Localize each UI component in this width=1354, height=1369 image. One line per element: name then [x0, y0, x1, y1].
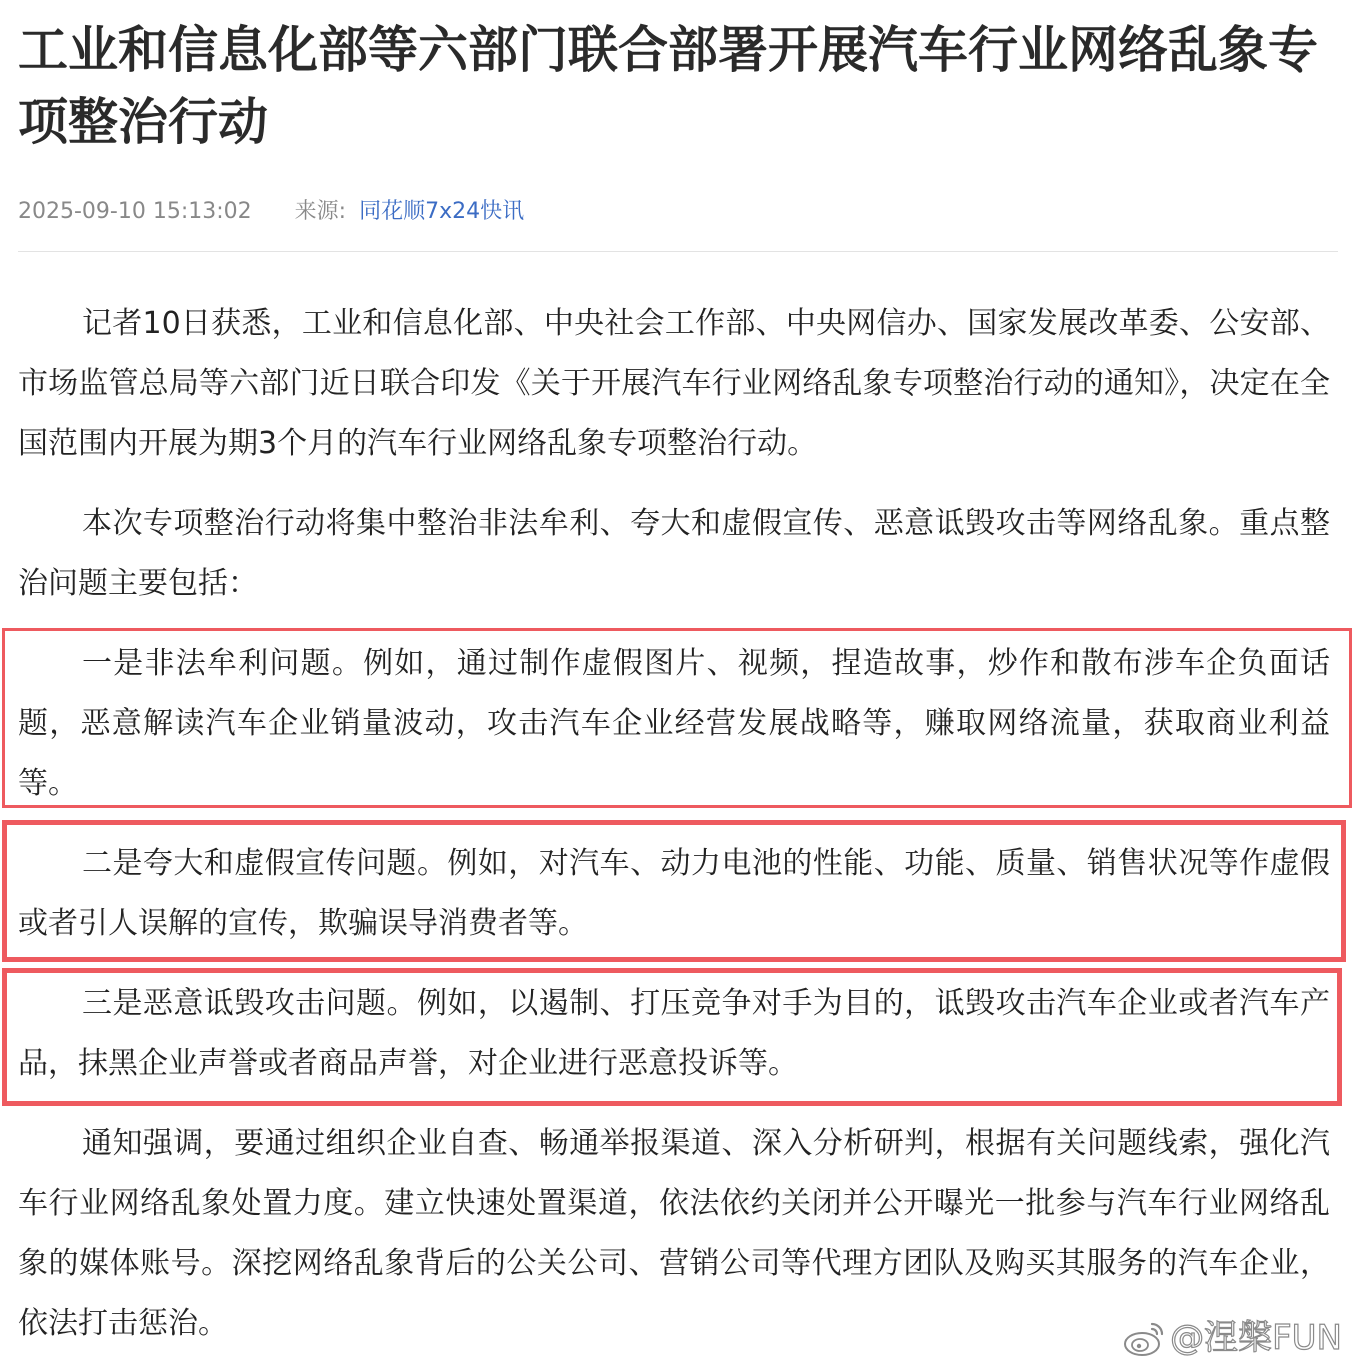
paragraph-illegal-profit: 一是非法牟利问题。例如，通过制作虚假图片、视频，捏造故事，炒作和散布涉车企负面话题，恶意解读汽车企业销量波动，攻击汽车企业经营发展战略等，赚取网络流量，获取商业利益等。 — [18, 646, 1330, 801]
paragraph-malicious-attack: 三是恶意诋毁攻击问题。例如，以遏制、打压竞争对手为目的，诋毁攻击汽车企业或者汽车产品，抹黑企业声誉或者商品声誉，对企业进行恶意投诉等。 — [18, 986, 1330, 1081]
source-link[interactable]: 同花顺7x24快讯 — [359, 199, 525, 224]
paragraph-intro: 记者10日获悉，工业和信息化部、中央社会工作部、中央网信办、国家发展改革委、公安部、市场监管总局等六部门近日联合印发《关于开展汽车行业网络乱象专项整治行动的通知》，决定在全国范围内开展为期3个月的汽车行业网络乱象专项整治行动。 — [18, 306, 1330, 461]
watermark-text: @涅槃FUN — [1170, 1318, 1342, 1358]
meta-divider — [18, 251, 1338, 252]
article-meta — [18, 196, 524, 228]
paragraph-false-advertising: 二是夸大和虚假宣传问题。例如，对汽车、动力电池的性能、功能、质量、销售状况等作虚假或者引人误解的宣传，欺骗误导消费者等。 — [18, 846, 1330, 941]
paragraph-focus: 本次专项整治行动将集中整治非法牟利、夸大和虚假宣传、恶意诋毁攻击等网络乱象。重点整治问题主要包括： — [18, 506, 1330, 601]
article-title: 工业和信息化部等六部门联合部署开展汽车行业网络乱象专项整治行动 — [18, 21, 1318, 151]
watermark — [1122, 1316, 1342, 1360]
weibo-logo-icon — [1122, 1318, 1166, 1358]
paragraph-notice-emphasis: 通知强调，要通过组织企业自查、畅通举报渠道、深入分析研判，根据有关问题线索，强化汽车行业网络乱象处置力度。建立快速处置渠道，依法依约关闭并公开曝光一批参与汽车行业网络乱象的媒体账号。深挖网络乱象背后的公关公司、营销公司等代理方团队及购买其服务的汽车企业，依法打击惩治。 — [18, 1126, 1330, 1341]
publish-datetime: 2025-09-10 15:13:02 — [18, 199, 252, 224]
source-label: 来源: — [294, 199, 347, 224]
